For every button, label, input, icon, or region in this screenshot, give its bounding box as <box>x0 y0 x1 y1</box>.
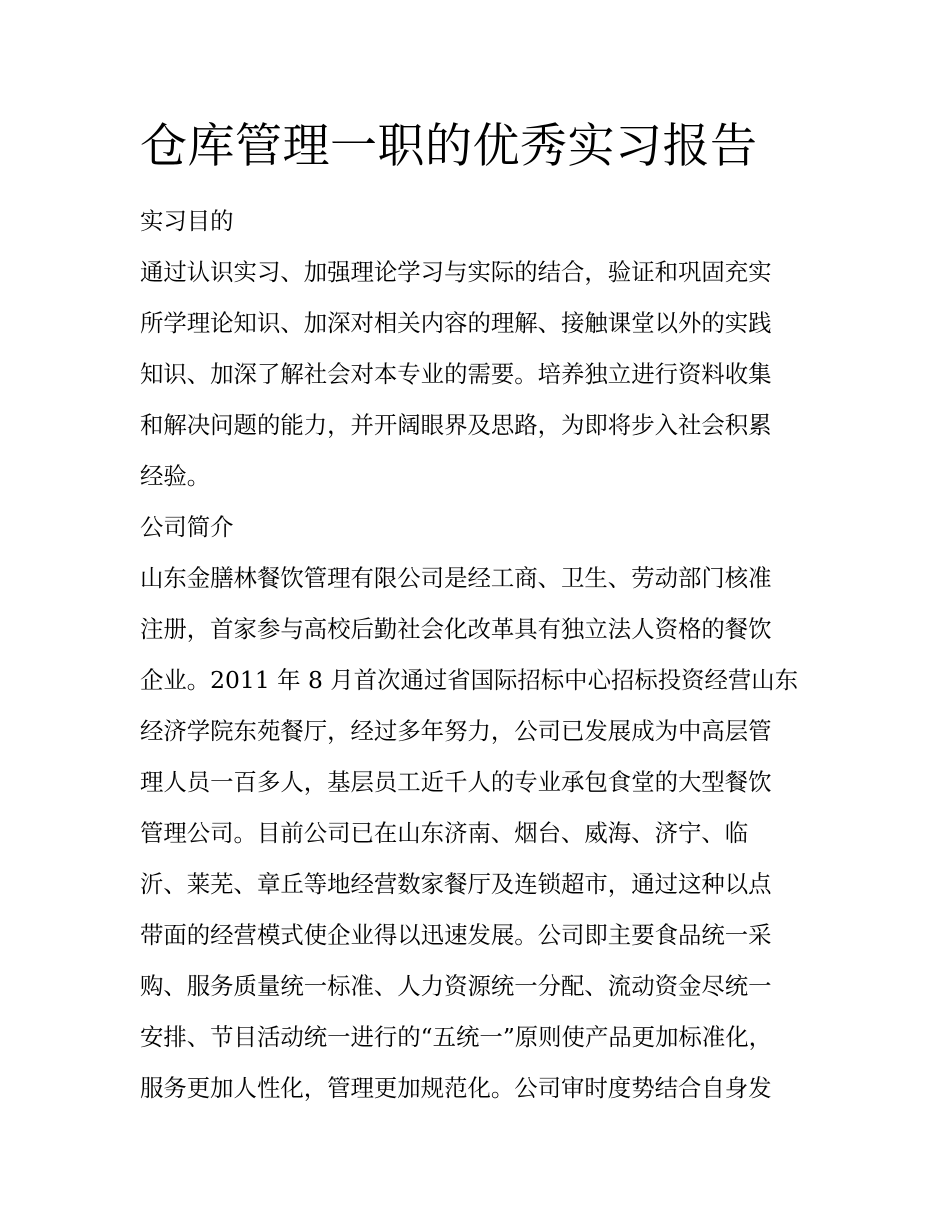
paragraph-line: 带面的经营模式使企业得以迅速发展。公司即主要食品统一采 <box>140 921 772 949</box>
section-heading-company-profile: 公司简介 <box>140 513 234 541</box>
paragraph-line: 购、服务质量统一标准、人力资源统一分配、流动资金尽统一 <box>140 972 772 1000</box>
paragraph-line: 知识、加深了解社会对本专业的需要。培养独立进行资料收集 <box>140 360 772 388</box>
document-body <box>140 196 820 1114</box>
paragraph-line: 通过认识实习、加强理论学习与实际的结合，验证和巩固充实 <box>140 258 772 286</box>
paragraph-line: 经验。 <box>140 462 211 490</box>
paragraph-line: 所学理论知识、加深对相关内容的理解、接触课堂以外的实践 <box>140 309 772 337</box>
paragraph-line: 沂、莱芜、章丘等地经营数家餐厅及连锁超市，通过这种以点 <box>140 870 772 898</box>
paragraph-line: 管理公司。目前公司已在山东济南、烟台、威海、济宁、临 <box>140 819 749 847</box>
paragraph-line: 注册，首家参与高校后勤社会化改革具有独立法人资格的餐饮 <box>140 615 772 643</box>
paragraph-line: 山东金膳林餐饮管理有限公司是经工商、卫生、劳动部门核准 <box>140 564 772 592</box>
paragraph-line: 经济学院东苑餐厅，经过多年努力，公司已发展成为中高层管 <box>140 717 772 745</box>
paragraph-line: 服务更加人性化，管理更加规范化。公司审时度势结合自身发 <box>140 1074 772 1102</box>
paragraph-line: 和解决问题的能力，并开阔眼界及思路，为即将步入社会积累 <box>140 411 772 439</box>
document-title: 仓库管理一职的优秀实习报告 <box>140 119 758 174</box>
section-heading-internship-purpose: 实习目的 <box>140 207 234 235</box>
paragraph-line: 企业。2011 年 8 月首次通过省国际招标中心招标投资经营山东 <box>140 666 799 694</box>
paragraph-line: 安排、节目活动统一进行的“五统一”原则使产品更加标准化， <box>140 1023 773 1051</box>
paragraph-line: 理人员一百多人，基层员工近千人的专业承包食堂的大型餐饮 <box>140 768 772 796</box>
